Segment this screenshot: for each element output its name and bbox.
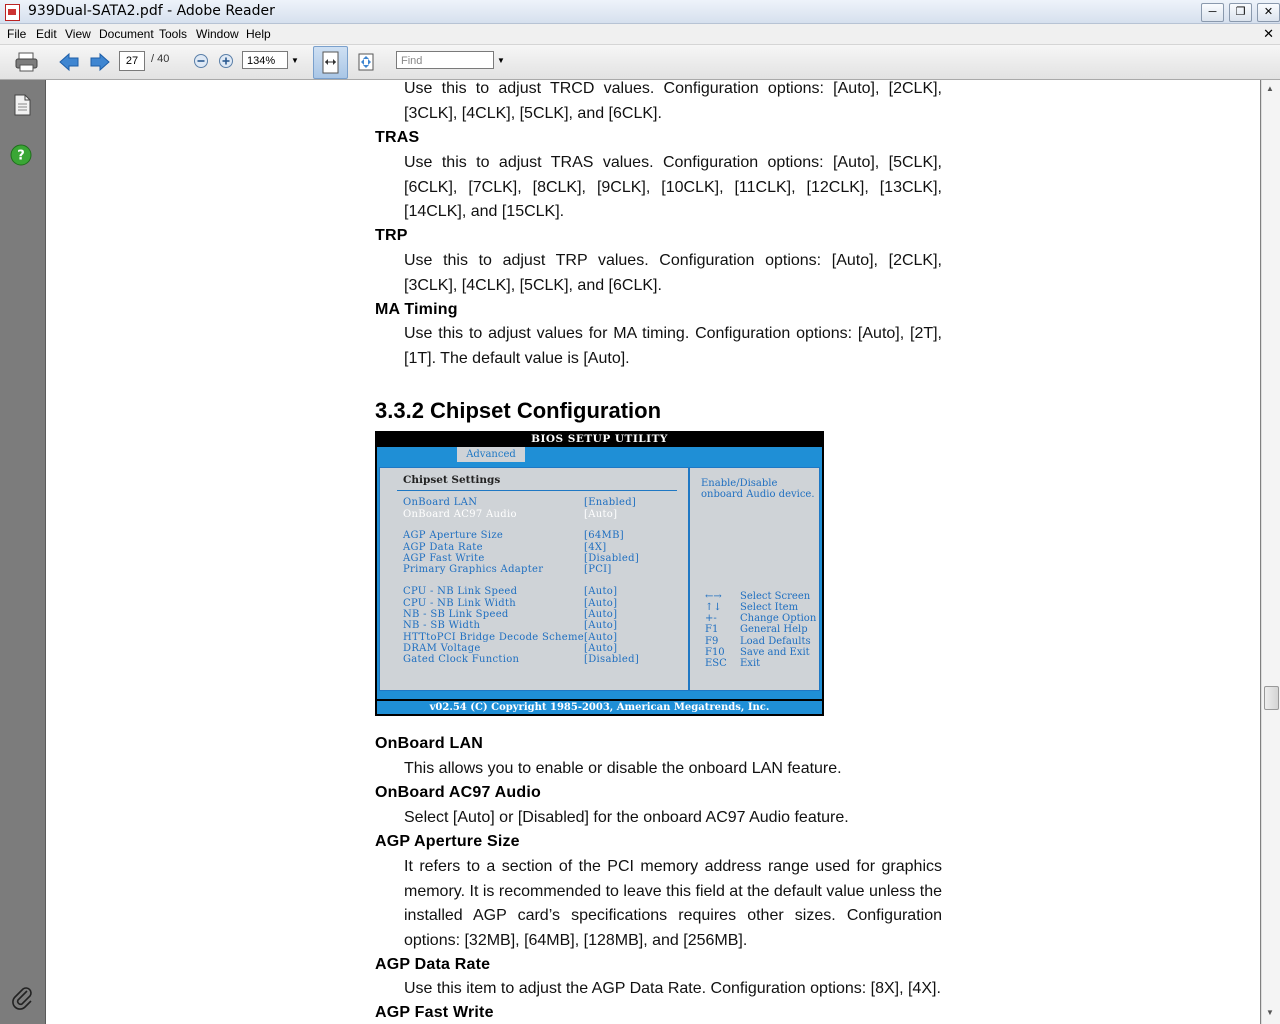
bios-key: +- <box>705 613 717 624</box>
onboard-lan-heading: OnBoard LAN <box>375 735 483 752</box>
onboard-lan-description: This allows you to enable or disable the onboard LAN feature. <box>404 760 842 777</box>
svg-text:?: ? <box>17 148 25 164</box>
bios-item-label: AGP Data Rate <box>403 542 483 553</box>
bios-item-value: [Auto] <box>584 632 618 643</box>
page-total: / 40 <box>151 53 170 65</box>
bios-key-desc: Change Option <box>740 613 817 624</box>
toolbar <box>0 45 1280 80</box>
previous-page-icon[interactable] <box>58 52 80 72</box>
bios-key: F9 <box>705 636 719 647</box>
agp-aperture-description: It refers to a section of the PCI memory address range used for graphics memory. It is recommended to leave this field at the default value unless the installed AGP card’s specifications requires other sizes. Configuration options: [32MB], [64MB], [128MB], and [256MB]. <box>404 858 942 949</box>
minimize-button[interactable]: ─ <box>1201 3 1224 22</box>
page-number-input[interactable]: 27 <box>119 51 145 71</box>
bios-item-label: Gated Clock Function <box>403 654 520 665</box>
bios-item-label: DRAM Voltage <box>403 643 481 654</box>
fit-width-icon <box>314 47 347 78</box>
title-bar <box>0 0 1280 24</box>
next-page-icon[interactable] <box>89 52 111 72</box>
vertical-scrollbar[interactable] <box>1261 80 1280 1024</box>
scroll-down-icon[interactable]: ▼ <box>1266 1008 1274 1017</box>
bios-footer: v02.54 (C) Copyright 1985-2003, American Megatrends, Inc. <box>377 701 822 714</box>
bios-key: ↑↓ <box>705 602 722 613</box>
ma-timing-description: Use this to adjust values for MA timing. Configuration options: [Auto], [2T], [1T]. The default value is [Auto]. <box>404 325 942 367</box>
trp-description: Use this to adjust TRP values. Configuration options: [Auto], [2CLK], [3CLK], [4CLK], [5CLK], and [6CLK]. <box>404 252 942 294</box>
menu-window[interactable]: Window <box>196 27 239 41</box>
bios-tab-bar <box>377 447 822 462</box>
bios-item-value: [Disabled] <box>584 553 640 564</box>
tras-heading: TRAS <box>375 129 420 146</box>
bios-item-label: OnBoard LAN <box>403 497 478 508</box>
menu-tools[interactable]: Tools <box>159 27 188 41</box>
print-icon[interactable] <box>14 51 40 73</box>
find-dropdown-icon[interactable]: ▼ <box>497 56 505 65</box>
zoom-level-input[interactable]: 134% <box>242 51 288 69</box>
zoom-out-icon[interactable] <box>193 53 209 69</box>
bios-key-desc: Save and Exit <box>740 647 810 658</box>
attachment-icon[interactable] <box>11 986 35 1010</box>
bios-item-value: [Auto] <box>584 509 618 520</box>
bios-item-value: [Auto] <box>584 620 618 631</box>
bios-item-value: [Auto] <box>584 643 618 654</box>
bios-item-value: [Auto] <box>584 586 618 597</box>
menu-bar <box>0 24 1280 45</box>
bios-item-label: OnBoard AC97 Audio <box>403 509 517 520</box>
bios-key: F10 <box>705 647 725 658</box>
bios-item-label: Primary Graphics Adapter <box>403 564 544 575</box>
agp-fast-write-heading: AGP Fast Write <box>375 1004 494 1021</box>
bios-item-value: [Auto] <box>584 609 618 620</box>
bios-tab-advanced: Advanced <box>457 447 525 462</box>
ma-timing-heading: MA Timing <box>375 301 458 318</box>
agp-aperture-heading: AGP Aperture Size <box>375 833 520 850</box>
bios-item-label: NB - SB Link Speed <box>403 609 509 620</box>
bios-key: ESC <box>705 658 727 669</box>
scroll-up-icon[interactable]: ▲ <box>1266 84 1274 93</box>
pages-icon[interactable] <box>12 94 32 116</box>
bios-screenshot <box>375 431 824 716</box>
bios-key: F1 <box>705 624 719 635</box>
bios-item-label: CPU - NB Link Speed <box>403 586 518 597</box>
bios-key: ←→ <box>705 591 722 602</box>
menu-file[interactable]: File <box>7 27 27 41</box>
fit-width-button[interactable] <box>313 46 348 79</box>
onboard-ac97-heading: OnBoard AC97 Audio <box>375 784 541 801</box>
close-button[interactable]: ✕ <box>1257 3 1280 22</box>
zoom-dropdown-icon[interactable]: ▼ <box>291 56 299 65</box>
tras-description: Use this to adjust TRAS values. Configuration options: [Auto], [5CLK], [6CLK], [7CLK], [8CLK], [9CLK], [10CLK], [11CLK], [12CLK], [13CLK], [14CLK], and [15CLK]. <box>404 154 942 220</box>
fit-page-icon[interactable] <box>356 52 376 72</box>
bios-key-desc: Load Defaults <box>740 636 811 647</box>
find-input[interactable]: Find <box>396 51 494 69</box>
restore-button[interactable]: ❐ <box>1229 3 1252 22</box>
window-title: 939Dual-SATA2.pdf - Adobe Reader <box>28 3 275 19</box>
scroll-thumb[interactable] <box>1264 686 1279 710</box>
bios-key-desc: Exit <box>740 658 761 669</box>
pdf-app-icon <box>5 4 20 21</box>
trp-heading: TRP <box>375 227 408 244</box>
bios-heading: Chipset Settings <box>403 474 501 486</box>
bios-item-value: [Enabled] <box>584 497 637 508</box>
menu-help[interactable]: Help <box>246 27 271 41</box>
bios-item-label: NB - SB Width <box>403 620 481 631</box>
bios-item-value: [Auto] <box>584 598 618 609</box>
onboard-ac97-description: Select [Auto] or [Disabled] for the onboard AC97 Audio feature. <box>404 809 849 826</box>
document-page <box>46 80 1260 1024</box>
bios-help-text: Enable/Disable onboard Audio device. <box>701 478 815 500</box>
agp-data-rate-description: Use this item to adjust the AGP Data Rate. Configuration options: [8X], [4X]. <box>404 980 941 997</box>
bios-key-desc: Select Screen <box>740 591 811 602</box>
navigation-sidebar <box>0 80 46 1024</box>
bios-item-value: [4X] <box>584 542 607 553</box>
bios-item-label: AGP Aperture Size <box>403 530 504 541</box>
bios-divider <box>397 490 677 491</box>
menu-view[interactable]: View <box>65 27 91 41</box>
bios-item-value: [PCI] <box>584 564 612 575</box>
section-heading: 3.3.2 Chipset Configuration <box>375 398 662 423</box>
bios-key-desc: General Help <box>740 624 808 635</box>
bios-title: BIOS SETUP UTILITY <box>531 433 668 445</box>
trcd-description: Use this to adjust TRCD values. Configuration options: [Auto], [2CLK], [3CLK], [4CLK], [5CLK], and [6CLK]. <box>404 80 942 122</box>
bios-item-label: HTTtoPCI Bridge Decode Scheme <box>403 632 584 643</box>
bios-item-label: AGP Fast Write <box>403 553 485 564</box>
bios-item-value: [64MB] <box>584 530 624 541</box>
help-icon[interactable] <box>10 144 32 166</box>
bios-item-value: [Disabled] <box>584 654 640 665</box>
zoom-in-icon[interactable] <box>218 53 234 69</box>
bios-item-label: CPU - NB Link Width <box>403 598 517 609</box>
bios-key-desc: Select Item <box>740 602 799 613</box>
menu-edit[interactable]: Edit <box>36 27 57 41</box>
menu-document[interactable]: Document <box>99 27 154 41</box>
agp-data-rate-heading: AGP Data Rate <box>375 956 491 973</box>
close-document-icon[interactable]: ✕ <box>1263 26 1274 41</box>
